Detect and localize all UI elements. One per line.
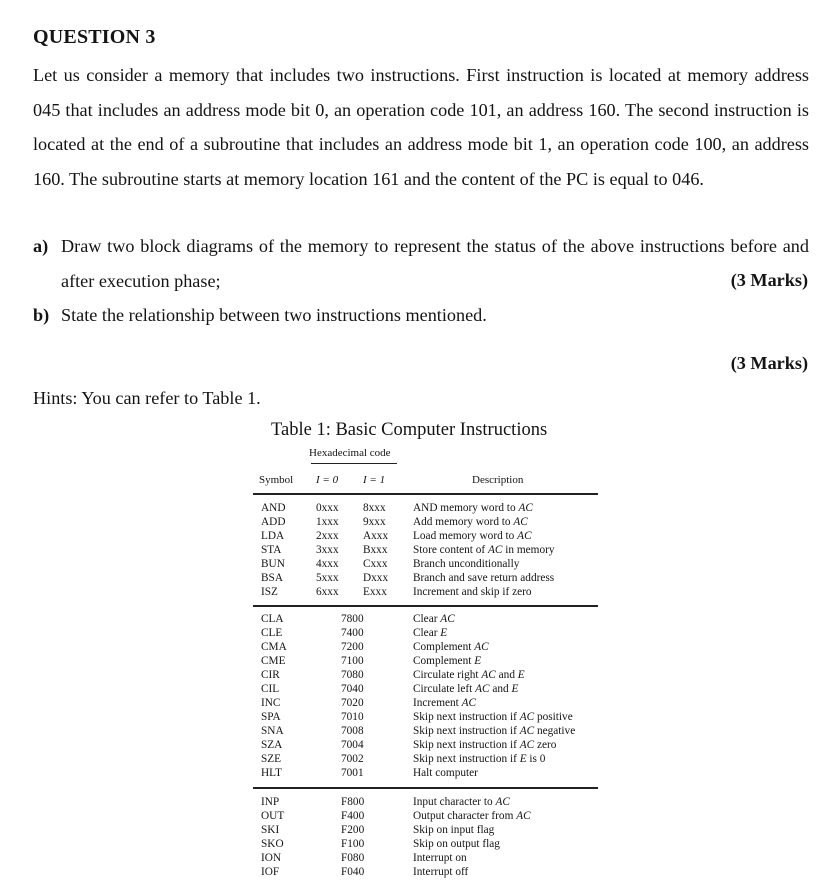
description-cell: Skip next instruction if AC zero <box>413 739 557 751</box>
part-b-text: State the relationship between two instructions mentioned. <box>61 305 487 325</box>
hex-cell: 7800 <box>341 613 364 625</box>
group-rule-2 <box>253 787 598 789</box>
hex-cell: 7002 <box>341 753 364 765</box>
memory-reference-group <box>253 501 598 599</box>
description-cell: AND memory word to AC <box>413 502 533 514</box>
hex-code-header: Hexadecimal code <box>309 447 391 459</box>
table-row <box>253 823 598 837</box>
table-caption: Table 1: Basic Computer Instructions <box>271 420 548 440</box>
symbol-cell: STA <box>261 544 282 556</box>
table-row <box>253 668 598 682</box>
symbol-cell: CLE <box>261 627 283 639</box>
hex-header-rule <box>311 463 397 464</box>
hex-cell: F400 <box>341 810 365 822</box>
table-row <box>253 851 598 865</box>
hex-cell: 7001 <box>341 767 364 779</box>
question-title: QUESTION 3 <box>33 26 156 48</box>
table-row <box>253 654 598 668</box>
hex-i1-cell: Dxxx <box>363 572 389 584</box>
table-row <box>253 865 598 879</box>
question-paragraph: Let us consider a memory that includes two instructions. First instruction is located at memory address 045 that includes an address mode bit 0, an operation code 101, an address 160. The second instruction is located at the end of a subroutine that includes an address mode bit 1, an operation code 100, an address 160. The subroutine starts at memory location 161 and the content of the PC is equal to 046. <box>33 65 809 189</box>
hex-cell: F200 <box>341 824 365 836</box>
hex-cell: 7010 <box>341 711 364 723</box>
register-reference-group <box>253 612 598 780</box>
table-row <box>253 752 598 766</box>
part-a-label: a) <box>33 236 49 256</box>
hex-cell: 7080 <box>341 669 364 681</box>
description-cell: Skip next instruction if AC positive <box>413 711 573 723</box>
table-row <box>253 696 598 710</box>
symbol-cell: SKI <box>261 824 280 836</box>
description-cell: Clear E <box>413 627 448 639</box>
symbol-cell: INC <box>261 697 281 709</box>
symbol-cell: CLA <box>261 613 284 625</box>
table-row <box>253 585 598 599</box>
description-cell: Halt computer <box>413 767 478 779</box>
description-cell: Skip next instruction if E is 0 <box>413 753 546 765</box>
symbol-cell: ISZ <box>261 586 278 598</box>
symbol-cell: ION <box>261 852 282 864</box>
hex-i1-cell: Exxx <box>363 586 387 598</box>
part-b-label: b) <box>33 305 50 325</box>
symbol-cell: AND <box>261 502 286 514</box>
symbol-cell: CMA <box>261 641 287 653</box>
description-cell: Skip next instruction if AC negative <box>413 725 576 737</box>
table-row <box>253 515 598 529</box>
table-row <box>253 710 598 724</box>
part-b-marks: (3 Marks) <box>730 353 808 373</box>
hex-cell: F800 <box>341 796 365 808</box>
part-a-text: Draw two block diagrams of the memory to represent the status of the above instructions before and after execution phase; <box>61 236 809 291</box>
hex-i1-cell: Cxxx <box>363 558 388 570</box>
description-cell: Complement AC <box>413 641 489 653</box>
hex-i1-cell: 8xxx <box>363 502 386 514</box>
hex-cell: 7008 <box>341 725 364 737</box>
hex-i0-cell: 3xxx <box>316 544 339 556</box>
hint-text: Hints: You can refer to Table 1. <box>33 388 261 408</box>
symbol-cell: CIR <box>261 669 280 681</box>
hex-cell: 7020 <box>341 697 364 709</box>
description-cell: Add memory word to AC <box>413 516 528 528</box>
table-row <box>253 837 598 851</box>
hex-i1-cell: 9xxx <box>363 516 386 528</box>
description-cell: Increment and skip if zero <box>413 586 532 598</box>
col-i0-header: I = 0 <box>316 474 339 486</box>
description-cell: Circulate right AC and E <box>413 669 525 681</box>
symbol-cell: SKO <box>261 838 284 850</box>
hex-i0-cell: 1xxx <box>316 516 339 528</box>
symbol-cell: BUN <box>261 558 285 570</box>
hex-cell: F040 <box>341 866 365 878</box>
description-cell: Branch and save return address <box>413 572 555 584</box>
description-cell: Complement E <box>413 655 482 667</box>
description-cell: Skip on input flag <box>413 824 495 836</box>
symbol-cell: CIL <box>261 683 280 695</box>
col-i1-header: I = 1 <box>363 474 386 486</box>
io-reference-group <box>253 795 598 879</box>
symbol-cell: BSA <box>261 572 283 584</box>
table-row <box>253 738 598 752</box>
hex-i1-cell: Bxxx <box>363 544 388 556</box>
hex-cell: 7400 <box>341 627 364 639</box>
symbol-cell: LDA <box>261 530 285 542</box>
table-row <box>253 612 598 626</box>
table-row <box>253 543 598 557</box>
table-row <box>253 557 598 571</box>
table-row <box>253 501 598 515</box>
hex-cell: 7040 <box>341 683 364 695</box>
description-cell: Branch unconditionally <box>413 558 520 570</box>
hex-i1-cell: Axxx <box>363 530 389 542</box>
hex-cell: F100 <box>341 838 365 850</box>
description-cell: Clear AC <box>413 613 455 625</box>
symbol-cell: INP <box>261 796 280 808</box>
header-rule <box>253 493 598 495</box>
description-cell: Increment AC <box>413 697 477 709</box>
table-row <box>253 626 598 640</box>
col-symbol-header: Symbol <box>259 474 294 486</box>
symbol-cell: SPA <box>261 711 281 723</box>
description-cell: Circulate left AC and E <box>413 683 519 695</box>
hex-cell: F080 <box>341 852 365 864</box>
part-a-marks: (3 Marks) <box>730 270 808 290</box>
group-rule-1 <box>253 605 598 607</box>
description-cell: Skip on output flag <box>413 838 500 850</box>
hex-i0-cell: 5xxx <box>316 572 339 584</box>
symbol-cell: OUT <box>261 810 285 822</box>
description-cell: Load memory word to AC <box>413 530 532 542</box>
table-row <box>253 571 598 585</box>
table-row <box>253 529 598 543</box>
table-row <box>253 724 598 738</box>
hex-i0-cell: 2xxx <box>316 530 339 542</box>
symbol-cell: SZE <box>261 753 282 765</box>
symbol-cell: HLT <box>261 767 282 779</box>
table-row <box>253 795 598 809</box>
table-row <box>253 809 598 823</box>
table-row <box>253 766 598 780</box>
hex-i0-cell: 4xxx <box>316 558 339 570</box>
hex-i0-cell: 0xxx <box>316 502 339 514</box>
symbol-cell: IOF <box>261 866 280 878</box>
description-cell: Output character from AC <box>413 810 531 822</box>
symbol-cell: SNA <box>261 725 284 737</box>
symbol-cell: CME <box>261 655 286 667</box>
description-cell: Interrupt off <box>413 866 469 878</box>
col-description-header: Description <box>472 474 524 486</box>
hex-cell: 7004 <box>341 739 364 751</box>
description-cell: Interrupt on <box>413 852 467 864</box>
symbol-cell: ADD <box>261 516 286 528</box>
hex-cell: 7200 <box>341 641 364 653</box>
table-header-row <box>253 474 598 488</box>
description-cell: Store content of AC in memory <box>413 544 555 556</box>
table-row <box>253 640 598 654</box>
hex-cell: 7100 <box>341 655 364 667</box>
description-cell: Input character to AC <box>413 796 510 808</box>
symbol-cell: SZA <box>261 739 283 751</box>
hex-i0-cell: 6xxx <box>316 586 339 598</box>
table-row <box>253 682 598 696</box>
